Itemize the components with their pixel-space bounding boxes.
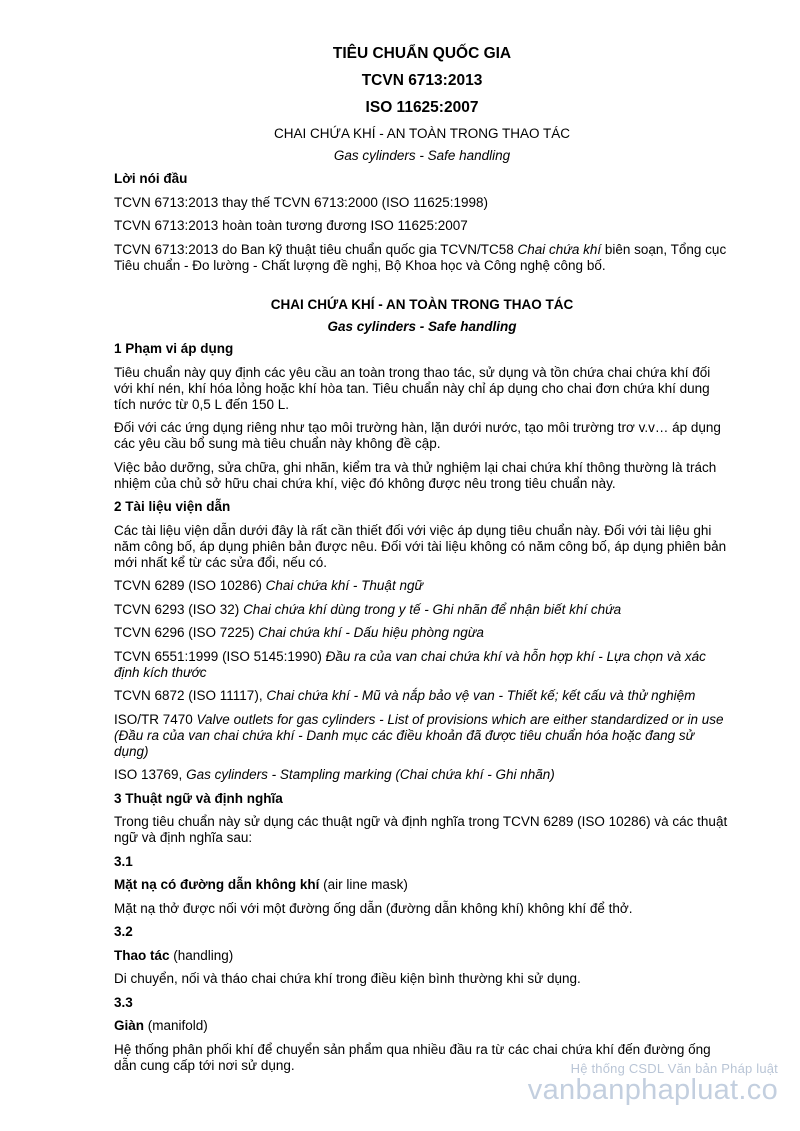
section-3-intro: Trong tiêu chuẩn này sử dụng các thuật ngữ và định nghĩa trong TCVN 6289 (ISO 10286) và các thuật ngữ và định nghĩa sau: xyxy=(114,814,728,845)
section-2-heading: 2 Tài liệu viện dẫn xyxy=(114,499,231,514)
reference-title: Đầu ra của van chai chứa khí và hỗn hợp khí - Lựa chọn và xác định kích thước xyxy=(114,648,706,680)
term-definition: Di chuyển, nối và tháo chai chứa khí trong điều kiện bình thường khi sử dụng. xyxy=(114,971,581,986)
reference-item xyxy=(114,712,730,760)
doc-code: TCVN 6713:2013 xyxy=(361,72,483,89)
doc-name-vi: CHAI CHỨA KHÍ - AN TOÀN TRONG THAO TÁC xyxy=(273,126,571,141)
reference-code: TCVN 6551:1999 (ISO 5145:1990) xyxy=(114,648,326,664)
reference-code: TCVN 6293 (ISO 32) xyxy=(114,601,244,617)
spacer xyxy=(114,281,730,297)
foreword-line-1: TCVN 6713:2013 thay thế TCVN 6713:2000 (ISO 11625:1998) xyxy=(114,194,488,210)
term-heading xyxy=(114,1018,730,1034)
reference-title: Chai chứa khí - Thuật ngữ xyxy=(265,578,424,593)
foreword-heading: Lời nói đầu xyxy=(114,171,188,186)
reference-title: Chai chứa khí - Dấu hiệu phòng ngừa xyxy=(258,625,484,640)
foreword-line-3-a: TCVN 6713:2013 do Ban kỹ thuật tiêu chuẩn quốc gia TCVN/TC58 xyxy=(114,241,518,257)
doc-iso: ISO 11625:2007 xyxy=(365,99,479,116)
reference-code: TCVN 6289 (ISO 10286) xyxy=(114,578,266,593)
term-number: 3.2 xyxy=(114,924,133,939)
main-title-vi: CHAI CHỨA KHÍ - AN TOÀN TRONG THAO TÁC xyxy=(270,297,574,312)
section-3-heading: 3 Thuật ngữ và định nghĩa xyxy=(114,790,283,806)
term-english: (handling) xyxy=(169,947,234,963)
section-1-para-3: Việc bảo dưỡng, sửa chữa, ghi nhãn, kiểm tra và thử nghiệm lại chai chứa khí thông thường là trách nhiệm của chủ sở hữu chai chứa khí, việc đó không được nêu trong tiêu chuẩn này. xyxy=(114,459,717,491)
reference-title: Chai chứa khí - Mũ và nắp bảo vệ van - Thiết kế; kết cấu và thử nghiệm xyxy=(266,688,696,703)
term-name: Mặt nạ có đường dẫn không khí xyxy=(114,877,320,892)
term-english: (air line mask) xyxy=(319,877,408,892)
reference-title: Valve outlets for gas cylinders - List of provisions which are either standardized or in use (Đầu ra của van chai chứa khí - Danh mục các điều khoản đã được tiêu chuẩn hóa hoặc đang sử dụng) xyxy=(114,711,724,759)
term-definition: Mặt nạ thở được nối với một đường ống dẫn (đường dẫn không khí) không khí để thở. xyxy=(114,900,633,916)
term-number: 3.3 xyxy=(114,994,133,1010)
term-name: Thao tác xyxy=(114,947,170,963)
reference-item xyxy=(114,602,730,618)
foreword-committee-name: Chai chứa khí xyxy=(517,241,602,257)
term-number: 3.1 xyxy=(114,853,133,869)
reference-item xyxy=(114,649,730,681)
term-definition: Hệ thống phân phối khí để chuyển sản phẩm qua nhiều đầu ra từ các chai chứa khí đến đường ống dẫn cung cấp tới nơi sử dụng. xyxy=(114,1041,711,1073)
term-heading xyxy=(114,948,730,964)
foreword-line-3 xyxy=(114,242,730,274)
main-title-en: Gas cylinders - Safe handling xyxy=(327,319,517,334)
doc-name-en: Gas cylinders - Safe handling xyxy=(333,148,511,163)
watermark-caption: Hệ thống CSDL Văn bản Pháp luật xyxy=(570,1061,778,1076)
foreword-line-2: TCVN 6713:2013 hoàn toàn tương đương ISO 11625:2007 xyxy=(114,218,468,233)
section-2-intro: Các tài liệu viện dẫn dưới đây là rất cần thiết đối với việc áp dụng tiêu chuẩn này. Đối với tài liệu ghi năm công bố, áp dụng phiên bản được nêu. Đối với tài liệu không có năm công bố, áp dụng phiên bản mới nhất kể từ các sửa đổi, nếu có. xyxy=(114,522,727,570)
reference-code: TCVN 6872 (ISO 11117), xyxy=(114,688,267,703)
section-1-para-2: Đối với các ứng dụng riêng như tạo môi trường hàn, lặn dưới nước, tạo môi trường trơ v.v… áp dụng các yêu cầu bổ sung mà tiêu chuẩn này không đề cập. xyxy=(114,420,721,451)
doc-title: TIÊU CHUẨN QUỐC GIA xyxy=(332,45,512,62)
reference-title: Gas cylinders - Stampling marking (Chai chứa khí - Ghi nhãn) xyxy=(186,767,555,782)
reference-item xyxy=(114,688,730,704)
term-name: Giàn xyxy=(114,1018,145,1033)
term-heading xyxy=(114,877,730,893)
reference-code: TCVN 6296 (ISO 7225) xyxy=(114,625,259,640)
section-1-heading: 1 Phạm vi áp dụng xyxy=(114,341,234,356)
reference-code: ISO 13769, xyxy=(114,767,187,782)
term-english: (manifold) xyxy=(144,1018,208,1033)
section-1-para-1: Tiêu chuẩn này quy định các yêu cầu an toàn trong thao tác, sử dụng và tồn chứa chai chứa khí đối với khí nén, khí hóa lỏng hoặc khí hòa tan. Tiêu chuẩn này chỉ áp dụng cho chai đơn chứa khí dung tích nước từ 0,5 L đến 150 L. xyxy=(114,364,711,412)
watermark-site: vanbanphapluat.co xyxy=(527,1074,778,1106)
reference-item xyxy=(114,625,730,641)
reference-item xyxy=(114,578,730,594)
reference-code: ISO/TR 7470 xyxy=(114,711,197,727)
reference-title: Chai chứa khí dùng trong y tế - Ghi nhãn để nhận biết khí chứa xyxy=(243,601,622,617)
foreword-line-3-c: biên soạn, Tổng cục Tiêu chuẩn - Đo lường - Chất lượng đề nghị, Bộ Khoa học và Công nghệ công bố. xyxy=(114,241,727,273)
reference-item xyxy=(114,767,730,783)
document-page xyxy=(114,44,730,1081)
